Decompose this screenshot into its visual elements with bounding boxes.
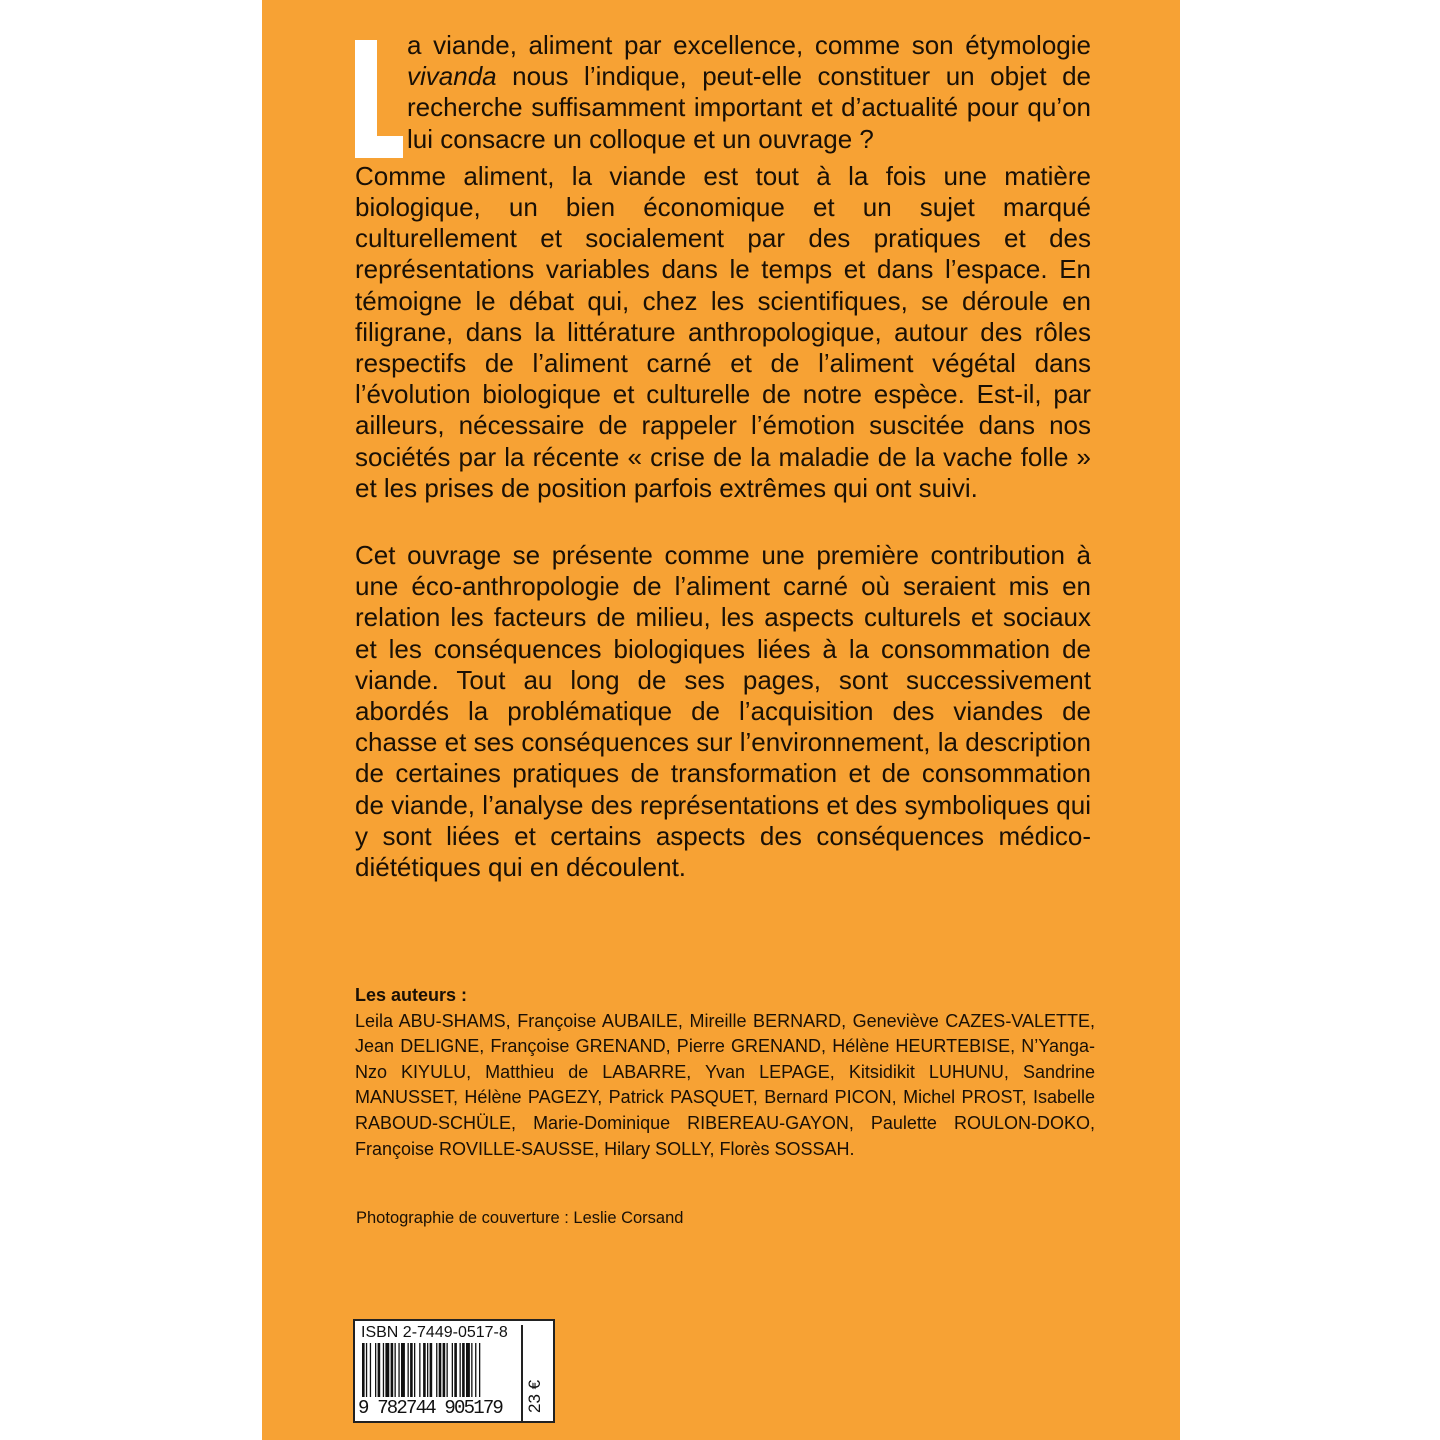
intro-italic-word: vivanda xyxy=(407,61,497,92)
barcode-digits: 9 782744 905179 xyxy=(358,1397,503,1419)
intro-paragraph xyxy=(355,30,1091,155)
blurb-text xyxy=(355,30,1091,883)
back-cover xyxy=(262,0,1180,1440)
authors-list: Leila ABU-SHAMS, Françoise AUBAILE, Mireille BERNARD, Geneviève CAZES-VALETTE, Jean DELIGNE, Françoise GRENAND, Pierre GRENAND, Hélène HEURTEBISE, N’Yanga-Nzo KIYULU, Matthieu de LABARRE, Yvan LEPAGE, Kitsidikit LUHUNU, Sandrine MANUSSET, Hélène PAGEZY, Patrick PASQUET, Bernard PICON, Michel PROST, Isabelle RABOUD-SCHÜLE, Marie-Dominique RIBEREAU-GAYON, Paulette ROULON-DOKO, Françoise ROVILLE-SAUSSE, Hilary SOLLY, Florès SOSSAH. xyxy=(355,1010,1095,1159)
paragraph-2: Comme aliment, la viande est tout à la fois une matière biologique, un bien économique et un sujet marqué culturellement et socialement par des pratiques et des représentations variables dans le temps et dans l’espace. En témoigne le débat qui, chez les scientifiques, se déroule en filigrane, dans la littérature anthropologique, autour des rôles respectifs de l’aliment carné et de l’aliment végétal dans l’évolution biologique et culturelle de notre espèce. Est-il, par ailleurs, nécessaire de rappeler l’émotion suscitée dans nos sociétés par la récente « crise de la maladie de la vache folle » et les prises de position parfois extrêmes qui ont suivi. xyxy=(355,160,1091,503)
photo-credit: Photographie de couverture : Leslie Corsand xyxy=(356,1209,684,1227)
isbn-label: ISBN 2-7449-0517-8 xyxy=(361,1324,508,1341)
price-label: 23 € xyxy=(525,1379,544,1413)
intro-line-2: nous l’indique, peut-elle constituer un objet de recherche suffisamment important et d’actualité pour qu’on lui consacre un colloque et un ouvrage ? xyxy=(407,61,1091,154)
intro-lines xyxy=(355,30,1091,155)
authors-block xyxy=(355,983,1095,1162)
authors-heading: Les auteurs : xyxy=(355,985,468,1005)
paragraph-3: Cet ouvrage se présente comme une première contribution à une éco-anthropologie de l’aliment carné où seraient mis en relation les facteurs de milieu, les aspects culturels et sociaux et les conséquences biologiques liées à la consommation de viande. Tout au long de ses pages, sont successivement abordés la problématique de l’acquisition des viandes de chasse et ses conséquences sur l’environnement, la description de certaines pratiques de transformation et de consommation de viande, l’analyse des représentations et des symboliques qui y sont liées et certains aspects des conséquences médico-diététiques qui en découlent. xyxy=(355,540,1091,883)
dropcap-letter-l xyxy=(355,40,399,158)
intro-line-1: a viande, aliment par excellence, comme son étymologie xyxy=(407,30,1091,60)
barcode-box xyxy=(353,1319,555,1423)
price-divider xyxy=(521,1325,523,1421)
barcode-icon xyxy=(362,1343,518,1397)
